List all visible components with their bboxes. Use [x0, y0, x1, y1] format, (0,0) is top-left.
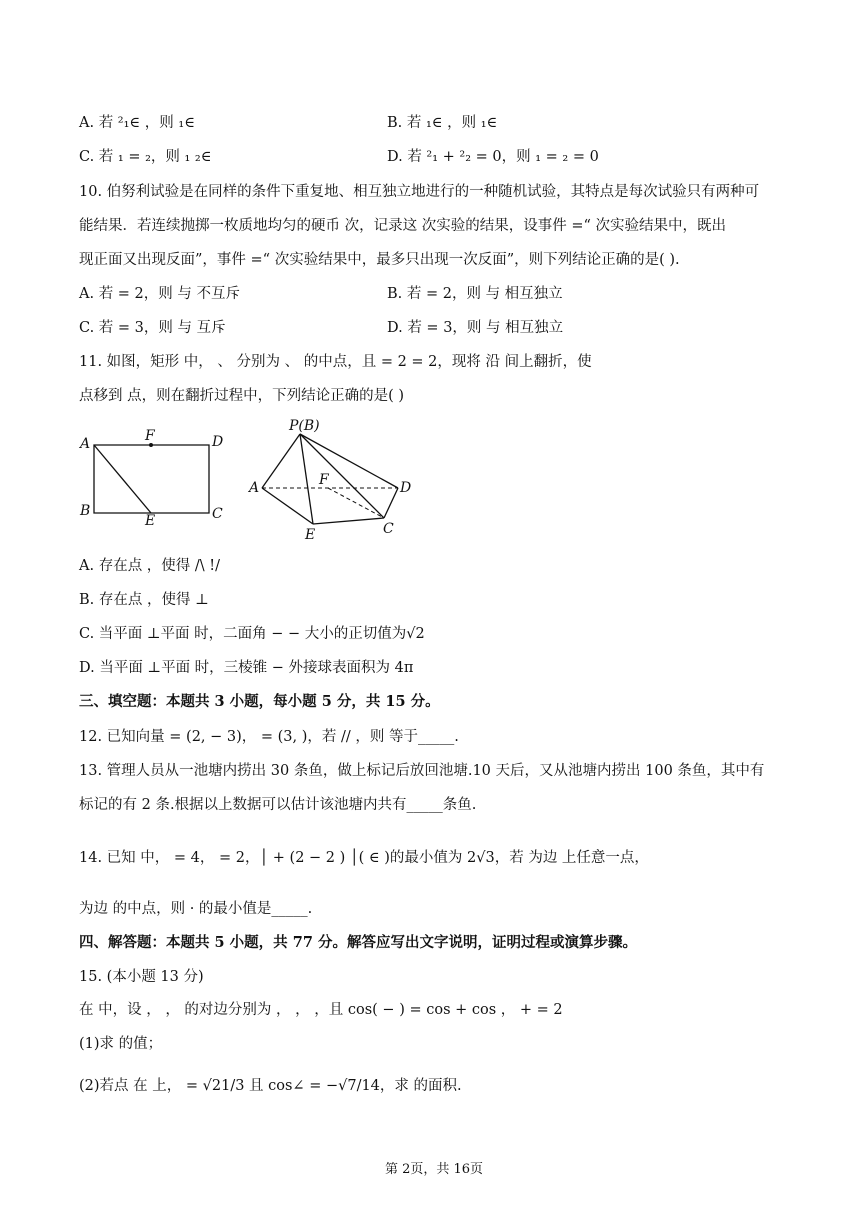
fig2-label-c: C: [383, 521, 394, 537]
q10-option-d: D. 若 = 3，则 与 相互独立: [387, 320, 564, 336]
section-3-heading: 三、填空题：本题共 3 小题，每小题 5 分，共 15 分。: [79, 693, 440, 710]
q11-option-d: D. 当平面 ⊥平面 时，三棱锥 − 外接球表面积为 4π: [79, 660, 414, 676]
q9-option-c: C. 若 ₁ = ₂，则 ₁ ₂∈: [79, 149, 212, 165]
section-4-heading: 四、解答题：本题共 5 小题，共 77 分。解答应写出文字说明，证明过程或演算步骤。: [79, 934, 637, 951]
q9-option-d: D. 若 ²₁ + ²₂ = 0，则 ₁ = ₂ = 0: [387, 149, 599, 165]
fig2-label-f: F: [319, 472, 329, 488]
page-footer: 第 2页，共 16页: [384, 1162, 484, 1177]
q15-part-1: (1)求 的值；: [79, 1036, 163, 1052]
fig1-label-b: B: [80, 503, 91, 519]
q12: 12. 已知向量 = (2, − 3)， = (3, )，若 // ，则 等于_____.: [79, 729, 459, 745]
fig1-label-d: D: [212, 434, 224, 450]
fig2-label-p: P(B): [289, 418, 320, 434]
q10-line-3: 现正面又出现反面”，事件 =“ 次实验结果中，最多只出现一次反面”，则下列结论正确的是( ).: [79, 252, 680, 268]
q15-title: 15. (本小题 13 分): [79, 969, 204, 985]
q14-line-1: 14. 已知 中， = 4， = 2，│ + (2 − 2 ) │( ∈ )的最小值为 2√3，若 为边 上任意一点，: [79, 850, 649, 866]
fig1-label-e: E: [145, 513, 156, 528]
q10-option-a: A. 若 = 2，则 与 不互斥: [79, 286, 241, 302]
fig1-label-f: F: [145, 428, 155, 444]
q15-part-2: (2)若点 在 上， = √21/3 且 cos∠ = −√7/14，求 的面积.: [79, 1078, 462, 1094]
q11-option-b: B. 存在点 ，使得 ⊥: [79, 592, 209, 608]
q10-option-b: B. 若 = 2，则 与 相互独立: [387, 286, 563, 302]
q10-line-1: 10. 伯努利试验是在同样的条件下重复地、相互独立地进行的一种随机试验，其特点是每次试验只有两种可: [79, 184, 760, 200]
q13-line-2: 标记的有 2 条.根据以上数据可以估计该池塘内共有_____条鱼.: [79, 797, 477, 813]
fig2-label-d: D: [400, 480, 412, 496]
fig2-label-e: E: [305, 527, 316, 542]
rectangle-figure: [76, 424, 236, 528]
q10-line-2: 能结果．若连续抛掷一枚质地均匀的硬币 次，记录这 次实验的结果，设事件 =“ 次实验结果中，既出: [79, 218, 726, 234]
q15-line-1: 在 中，设 ， ， 的对边分别为 ， ， ，且 cos( − ) = cos + cos ， + = 2: [79, 1002, 563, 1018]
q11-line-2: 点移到 点，则在翻折过程中，下列结论正确的是( ): [79, 388, 405, 404]
q11-option-c: C. 当平面 ⊥平面 时，二面角 − − 大小的正切值为√2: [79, 626, 425, 642]
q13-line-1: 13. 管理人员从一池塘内捞出 30 条鱼，做上标记后放回池塘.10 天后，又从池塘内捞出 100 条鱼，其中有: [79, 763, 765, 779]
q9-option-b: B. 若 ₁∈ ，则 ₁∈: [387, 115, 498, 131]
q11-line-1: 11. 如图，矩形 中， 、 分别为 、 的中点，且 = 2 = 2，现将 沿 间上翻折，使: [79, 354, 592, 370]
folded-pyramid-figure: [244, 414, 424, 542]
q10-option-c: C. 若 = 3，则 与 互斥: [79, 320, 226, 336]
fig1-label-a: A: [80, 436, 91, 452]
q9-option-a: A. 若 ²₁∈ ，则 ₁∈: [79, 115, 195, 131]
fig2-label-a: A: [249, 480, 260, 496]
fig1-label-c: C: [212, 506, 223, 522]
q14-line-2: 为边 的中点，则 · 的最小值是_____.: [79, 901, 313, 917]
q11-option-a: A. 存在点 ，使得 /\ !/: [79, 558, 220, 574]
